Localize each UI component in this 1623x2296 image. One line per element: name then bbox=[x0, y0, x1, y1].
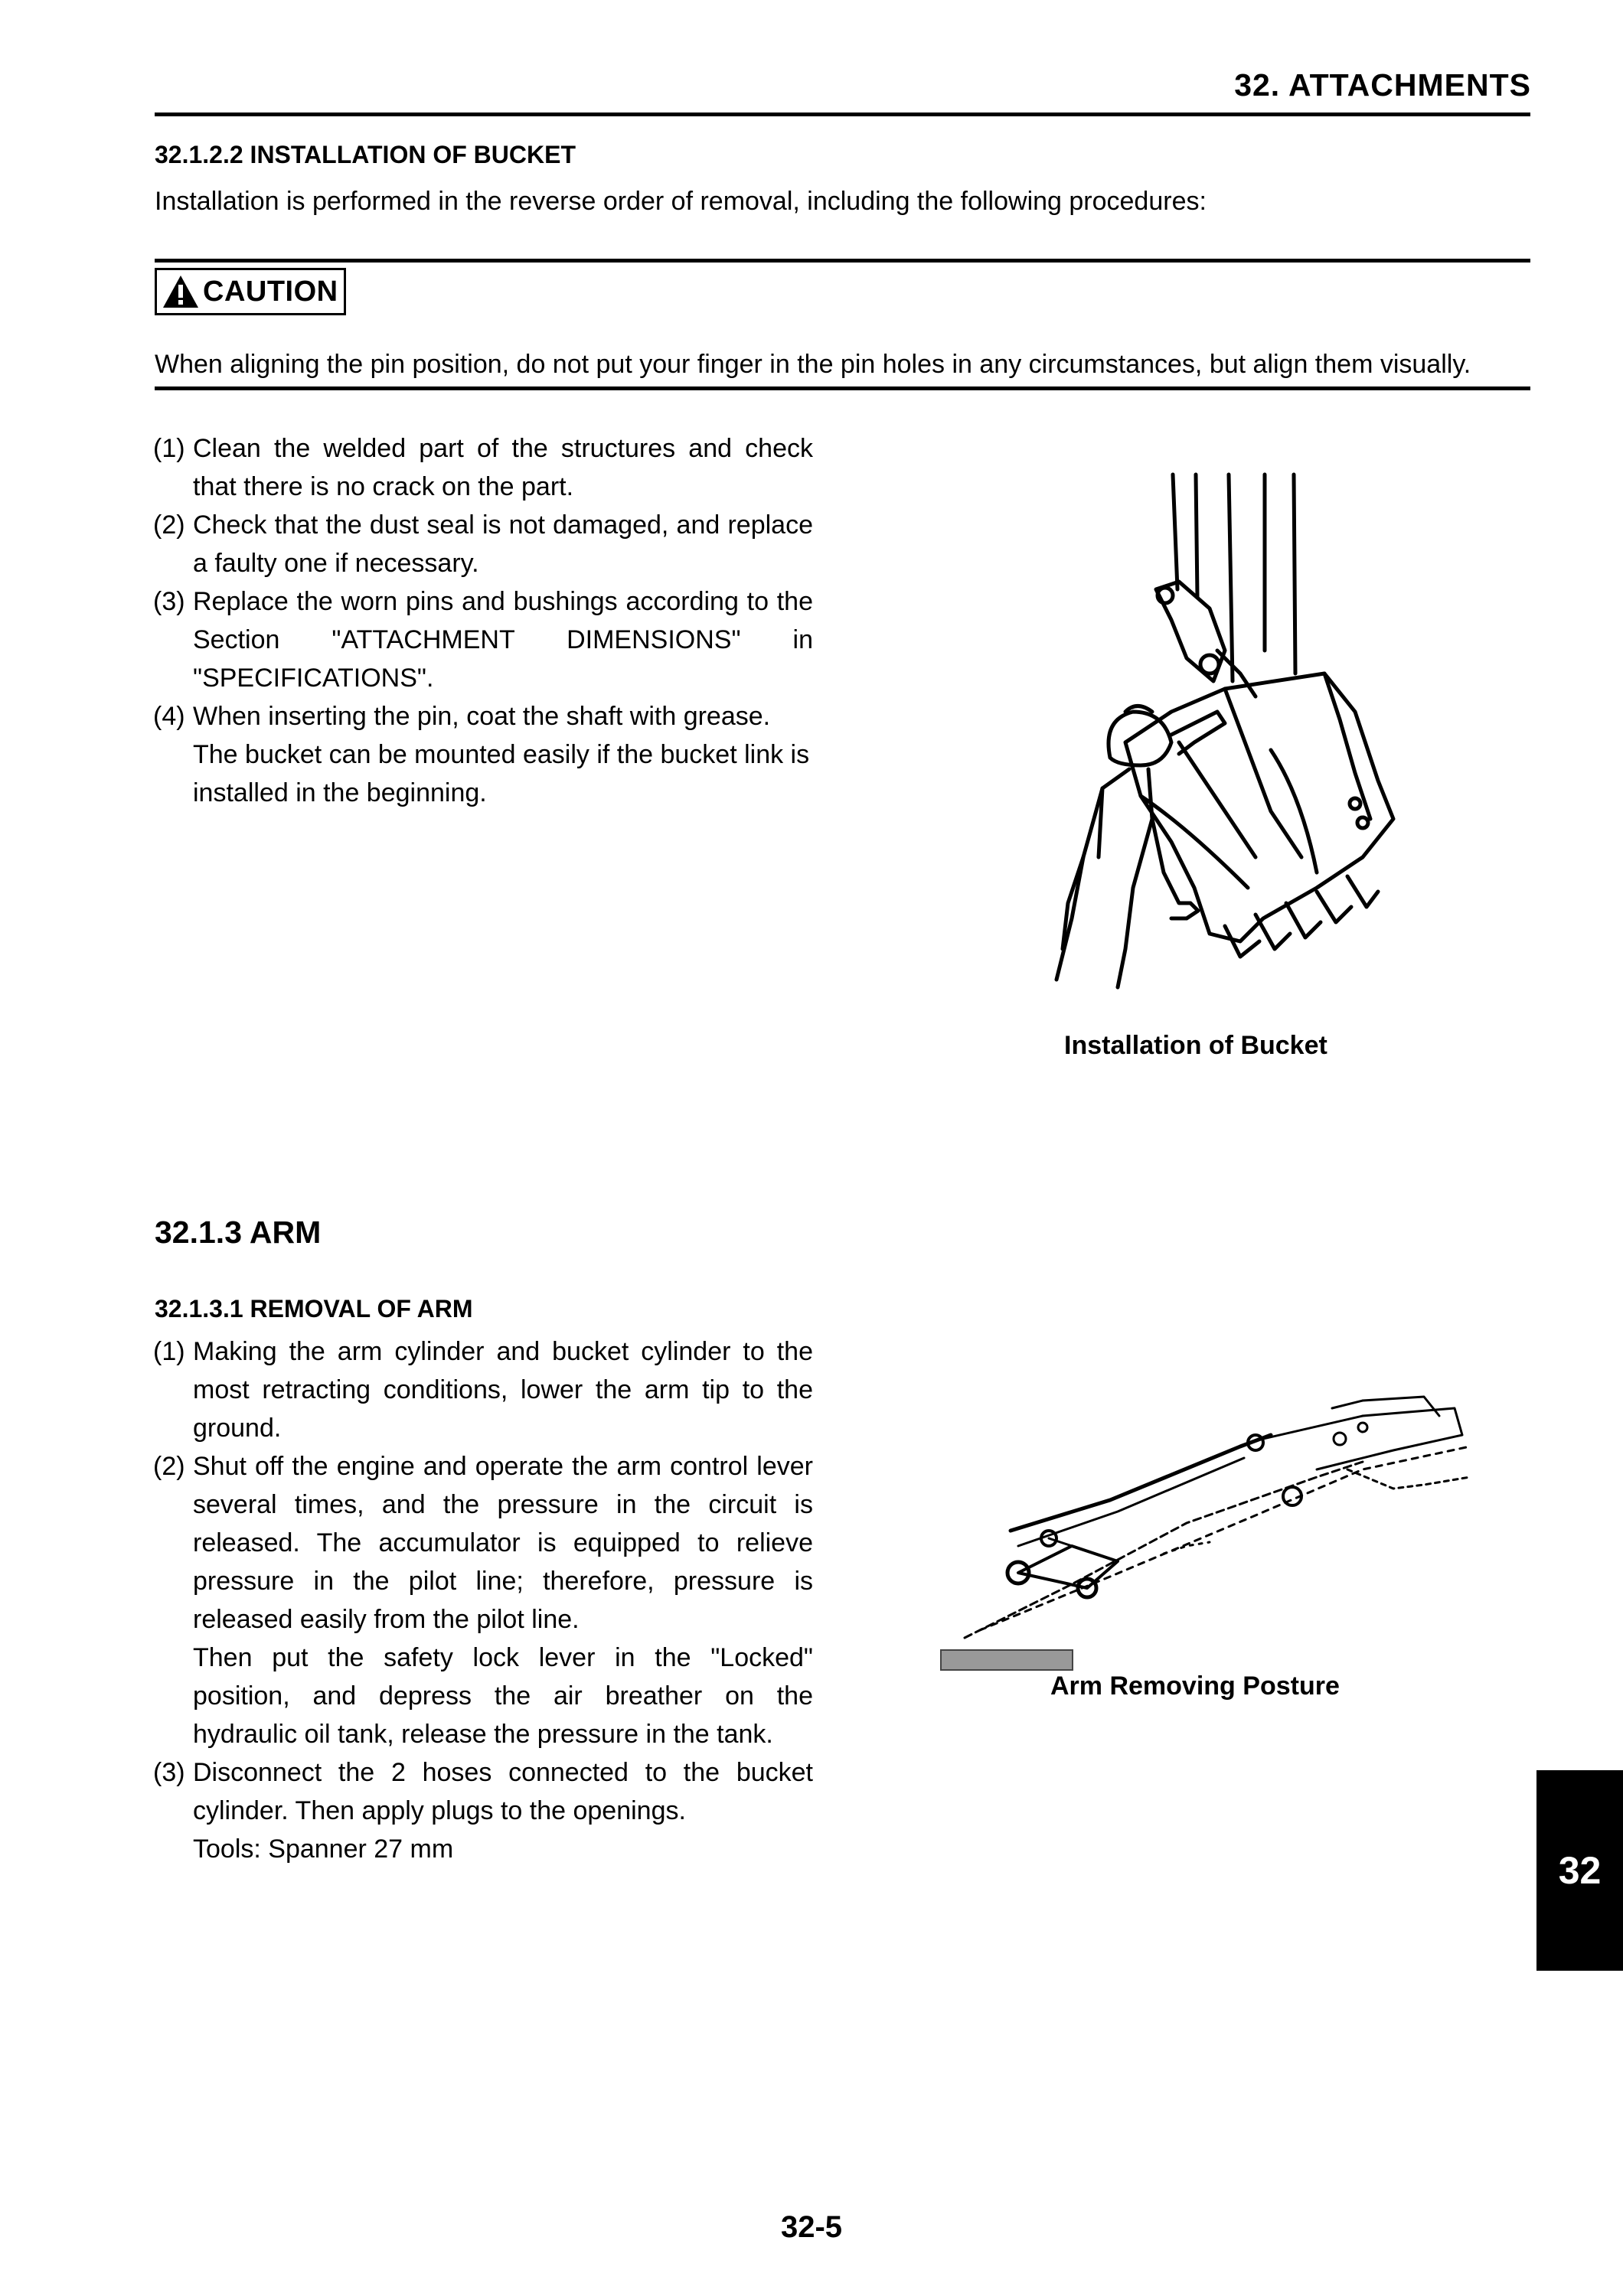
caution-badge bbox=[155, 268, 346, 315]
tools-note: Tools: Spanner 27 mm bbox=[193, 1835, 454, 1864]
step-continuation: Then put the safety lock lever in the "Locked" position, and depress the air breather on the hydraulic oil tank, release the pressure in the tank. bbox=[193, 1643, 813, 1749]
caution-text: When aligning the pin position, do not put your finger in the pin holes in any circumstances, but align them visually. bbox=[155, 350, 1471, 379]
step-number: (3) bbox=[153, 587, 185, 616]
step-number: (4) bbox=[153, 702, 185, 731]
list-item bbox=[153, 429, 813, 506]
warning-triangle-icon bbox=[162, 274, 200, 309]
caution-bottom-rule bbox=[155, 386, 1530, 390]
arm-heading: 32.1.3 ARM bbox=[155, 1215, 322, 1250]
step-text: Disconnect the 2 hoses connected to the bucket cylinder. Then apply plugs to the openings. bbox=[193, 1758, 813, 1825]
section-header-title: 32. ATTACHMENTS bbox=[1234, 67, 1531, 103]
step-text: Replace the worn pins and bushings according to the Section "ATTACHMENT DIMENSIONS" in "SPECIFICATIONS". bbox=[193, 587, 813, 693]
caution-label: CAUTION bbox=[203, 275, 338, 308]
chapter-tab: 32 bbox=[1536, 1770, 1623, 1971]
arm-removal-heading: 32.1.3.1 REMOVAL OF ARM bbox=[155, 1295, 473, 1322]
step-text: Shut off the engine and operate the arm control lever several times, and the pressure in the circuit is released. The accumulator is equipped to relieve pressure in the pilot line; therefore, pressure is released easily from the pilot line. bbox=[193, 1452, 813, 1634]
arm-steps bbox=[153, 1332, 813, 1868]
list-item bbox=[153, 582, 813, 697]
list-item bbox=[153, 506, 813, 582]
bucket-installation-figure bbox=[995, 459, 1424, 995]
installation-heading: 32.1.2.2 INSTALLATION OF BUCKET bbox=[155, 141, 576, 168]
ground-bar bbox=[940, 1649, 1073, 1671]
page-number: 32-5 bbox=[780, 2210, 843, 2244]
arm-removing-posture-figure bbox=[934, 1355, 1485, 1676]
list-item bbox=[153, 697, 813, 735]
step-number: (1) bbox=[153, 1337, 185, 1366]
list-item bbox=[153, 1447, 813, 1639]
step-number: (2) bbox=[153, 510, 185, 540]
step-text: Making the arm cylinder and bucket cylinder to the most retracting conditions, lower the arm tip to the ground. bbox=[193, 1337, 813, 1443]
step-text: Check that the dust seal is not damaged, and replace a faulty one if necessary. bbox=[193, 510, 813, 578]
arm-figure-caption: Arm Removing Posture bbox=[1050, 1671, 1340, 1701]
step-text: When inserting the pin, coat the shaft with grease. bbox=[193, 702, 771, 731]
bucket-figure-caption: Installation of Bucket bbox=[1064, 1031, 1327, 1060]
step-text: Clean the welded part of the structures and check that there is no crack on the part. bbox=[193, 434, 813, 501]
step-number: (2) bbox=[153, 1452, 185, 1481]
caution-top-rule bbox=[155, 259, 1530, 263]
step-continuation: The bucket can be mounted easily if the bucket link is installed in the beginning. bbox=[193, 740, 810, 807]
step-number: (3) bbox=[153, 1758, 185, 1787]
step-number: (1) bbox=[153, 434, 185, 463]
list-item bbox=[153, 1332, 813, 1447]
header-rule bbox=[155, 113, 1530, 116]
list-item bbox=[153, 1753, 813, 1830]
installation-intro: Installation is performed in the reverse order of removal, including the following procedures: bbox=[155, 187, 1207, 216]
installation-steps bbox=[153, 429, 813, 812]
